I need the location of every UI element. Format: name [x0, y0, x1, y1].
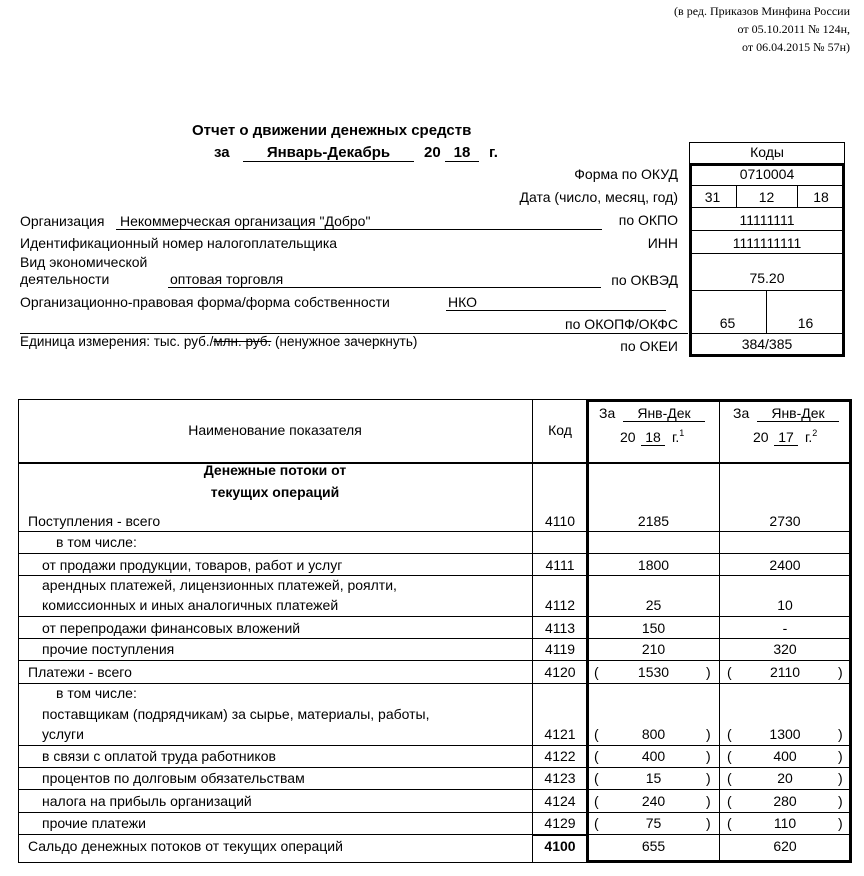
col1-year-line: [672, 429, 684, 445]
row-name: от перепродажи финансовых вложений: [42, 620, 301, 636]
col1-year-prefix: 20: [620, 429, 636, 445]
row-value-previous: 280: [773, 793, 797, 809]
row-value-current: 240: [641, 793, 666, 809]
row-value-current: 2185: [637, 513, 670, 529]
period-year-prefix: 20: [424, 144, 441, 161]
row-value-current: 15: [645, 770, 662, 786]
col2-suffix: г.: [805, 429, 813, 445]
row-name-continued: комиссионных и иных аналогичных платежей: [42, 597, 339, 613]
close-paren: ): [706, 793, 711, 809]
org-value: Некоммерческая организация "Добро": [116, 213, 602, 230]
okfs-value: 16: [797, 315, 814, 331]
header-name: Наименование показателя: [188, 422, 362, 438]
col2-note: 2: [812, 428, 818, 438]
row-name: Сальдо денежных потоков от текущих операций: [28, 838, 343, 854]
col2-year: 17: [774, 429, 798, 446]
row-value-previous: 400: [773, 748, 797, 764]
col2-period: Янв-Дек: [757, 405, 839, 422]
inn-label: Идентификационный номер налогоплательщика: [20, 235, 338, 251]
row-name: в связи с оплатой труда работников: [42, 748, 276, 764]
row-code: 4111: [545, 557, 575, 573]
row-code: 4119: [544, 641, 576, 657]
okpo-value: 11111111: [739, 212, 795, 228]
edition-note-line-1: (в ред. Приказов Минфина России: [674, 4, 850, 18]
row-value-current: 210: [641, 641, 666, 657]
edition-note-line-3: от 06.04.2015 № 57н): [742, 40, 850, 54]
row-name: в том числе:: [56, 685, 137, 701]
okopf-label: по ОКОПФ/ОКФС: [565, 316, 678, 332]
row-value-previous: 2400: [769, 557, 801, 573]
section-heading-1: Денежные потоки от: [203, 462, 347, 478]
unit-note: (ненужное зачеркнуть): [271, 334, 418, 349]
ownership-form-label: Организационно-правовая форма/форма собственности: [20, 294, 390, 310]
okved-value: 75.20: [749, 270, 785, 286]
close-paren: ): [706, 726, 711, 742]
row-name: арендных платежей, лицензионных платежей, роялти,: [42, 577, 397, 593]
row-value-current: 75: [645, 815, 662, 831]
row-code: 4110: [544, 513, 576, 529]
row-value-current: 1800: [637, 557, 670, 573]
col2-year-prefix: 20: [753, 429, 769, 445]
row-value-current: 1530: [637, 664, 670, 680]
row-name: налога на прибыль организаций: [42, 793, 252, 809]
unit-line: [20, 334, 417, 349]
row-name: от продажи продукции, товаров, работ и услуг: [42, 557, 343, 573]
row-value-previous: 320: [773, 641, 797, 657]
date-month: 12: [758, 189, 775, 205]
close-paren: ): [838, 770, 843, 786]
row-name: поставщикам (подрядчикам) за сырье, материалы, работы,: [42, 706, 430, 722]
row-name: Поступления - всего: [28, 513, 161, 529]
row-value-previous: 10: [777, 597, 793, 613]
row-value-previous: -: [782, 620, 788, 636]
row-name: Платежи - всего: [28, 664, 132, 680]
row-code: 4120: [544, 664, 576, 680]
unit-label: Единица измерения: тыс. руб./: [20, 334, 214, 349]
col1-period: Янв-Дек: [623, 405, 705, 422]
col1-note: 1: [679, 428, 685, 438]
activity-label-1: Вид экономической: [20, 254, 148, 270]
close-paren: ): [706, 748, 711, 764]
open-paren: (: [727, 726, 732, 742]
header-code: Код: [548, 422, 572, 438]
close-paren: ): [838, 664, 843, 680]
open-paren: (: [727, 748, 732, 764]
row-name: процентов по долговым обязательствам: [42, 770, 305, 786]
date-year: 18: [813, 189, 829, 205]
row-name: в том числе:: [56, 534, 137, 550]
close-paren: ): [838, 726, 843, 742]
row-value-previous: 2110: [769, 664, 801, 680]
okved-label: по ОКВЭД: [611, 272, 678, 288]
close-paren: ): [706, 664, 711, 680]
open-paren: (: [594, 726, 599, 742]
col2-za: За: [733, 405, 750, 421]
row-code: 4124: [544, 793, 576, 809]
report-title: Отчет о движении денежных средств: [192, 122, 472, 139]
col1-za: За: [599, 405, 616, 421]
row-code: 4121: [544, 726, 576, 742]
activity-value: оптовая торговля: [168, 271, 601, 288]
period-year: 18: [445, 144, 479, 162]
open-paren: (: [594, 815, 599, 831]
row-value-previous: 620: [773, 838, 797, 854]
edition-note-line-2: от 05.10.2011 № 124н,: [737, 22, 850, 36]
row-name: прочие поступления: [42, 641, 175, 657]
period-suffix: г.: [489, 144, 498, 161]
row-value-previous: 1300: [769, 726, 801, 742]
row-name: прочие платежи: [42, 815, 146, 831]
open-paren: (: [727, 815, 732, 831]
period-value: Январь-Декабрь: [243, 144, 414, 162]
close-paren: ): [838, 815, 843, 831]
row-code: 4122: [544, 748, 576, 764]
col1-suffix: г.: [672, 429, 680, 445]
row-code: 4100: [544, 838, 576, 854]
row-value-current: 150: [641, 620, 666, 636]
row-value-current: 800: [641, 726, 666, 742]
form-okud-label: Форма по ОКУД: [574, 166, 678, 182]
row-value-previous: 20: [777, 770, 793, 786]
inn-value: 1111111111: [732, 235, 802, 251]
row-value-current: 655: [641, 838, 666, 854]
close-paren: ): [838, 748, 843, 764]
row-value-current: 400: [641, 748, 666, 764]
date-label: Дата (число, месяц, год): [519, 189, 678, 205]
date-day: 31: [704, 189, 721, 205]
org-label: Организация: [20, 213, 105, 229]
row-value-previous: 2730: [769, 513, 801, 529]
col2-year-line: [805, 429, 817, 445]
col1-year: 18: [641, 429, 665, 446]
inn-code-label: ИНН: [647, 235, 678, 251]
open-paren: (: [727, 770, 732, 786]
open-paren: (: [594, 793, 599, 809]
row-code: 4129: [544, 815, 576, 831]
activity-label-2: деятельности: [20, 271, 110, 287]
open-paren: (: [594, 748, 599, 764]
okei-value: 384/385: [741, 336, 793, 352]
open-paren: (: [727, 793, 732, 809]
open-paren: (: [594, 664, 599, 680]
unit-struck: млн. руб.: [213, 334, 272, 349]
ownership-form-value: НКО: [446, 294, 666, 311]
close-paren: ): [706, 770, 711, 786]
close-paren: ): [706, 815, 711, 831]
row-code: 4112: [544, 597, 576, 613]
period-prefix: за: [214, 144, 230, 161]
section-heading-2: текущих операций: [210, 484, 340, 500]
okei-label: по ОКЕИ: [620, 338, 678, 354]
okpo-label: по ОКПО: [618, 212, 678, 228]
open-paren: (: [594, 770, 599, 786]
open-paren: (: [727, 664, 732, 680]
row-value-previous: 110: [773, 815, 797, 831]
close-paren: ): [838, 793, 843, 809]
okopf-value: 65: [719, 315, 736, 331]
codes-header: Коды: [750, 144, 784, 160]
row-code: 4123: [544, 770, 576, 786]
row-code: 4113: [544, 620, 576, 636]
row-value-current: 25: [645, 597, 662, 613]
row-name-continued: услуги: [42, 726, 84, 742]
form-okud-value: 0710004: [739, 166, 795, 182]
